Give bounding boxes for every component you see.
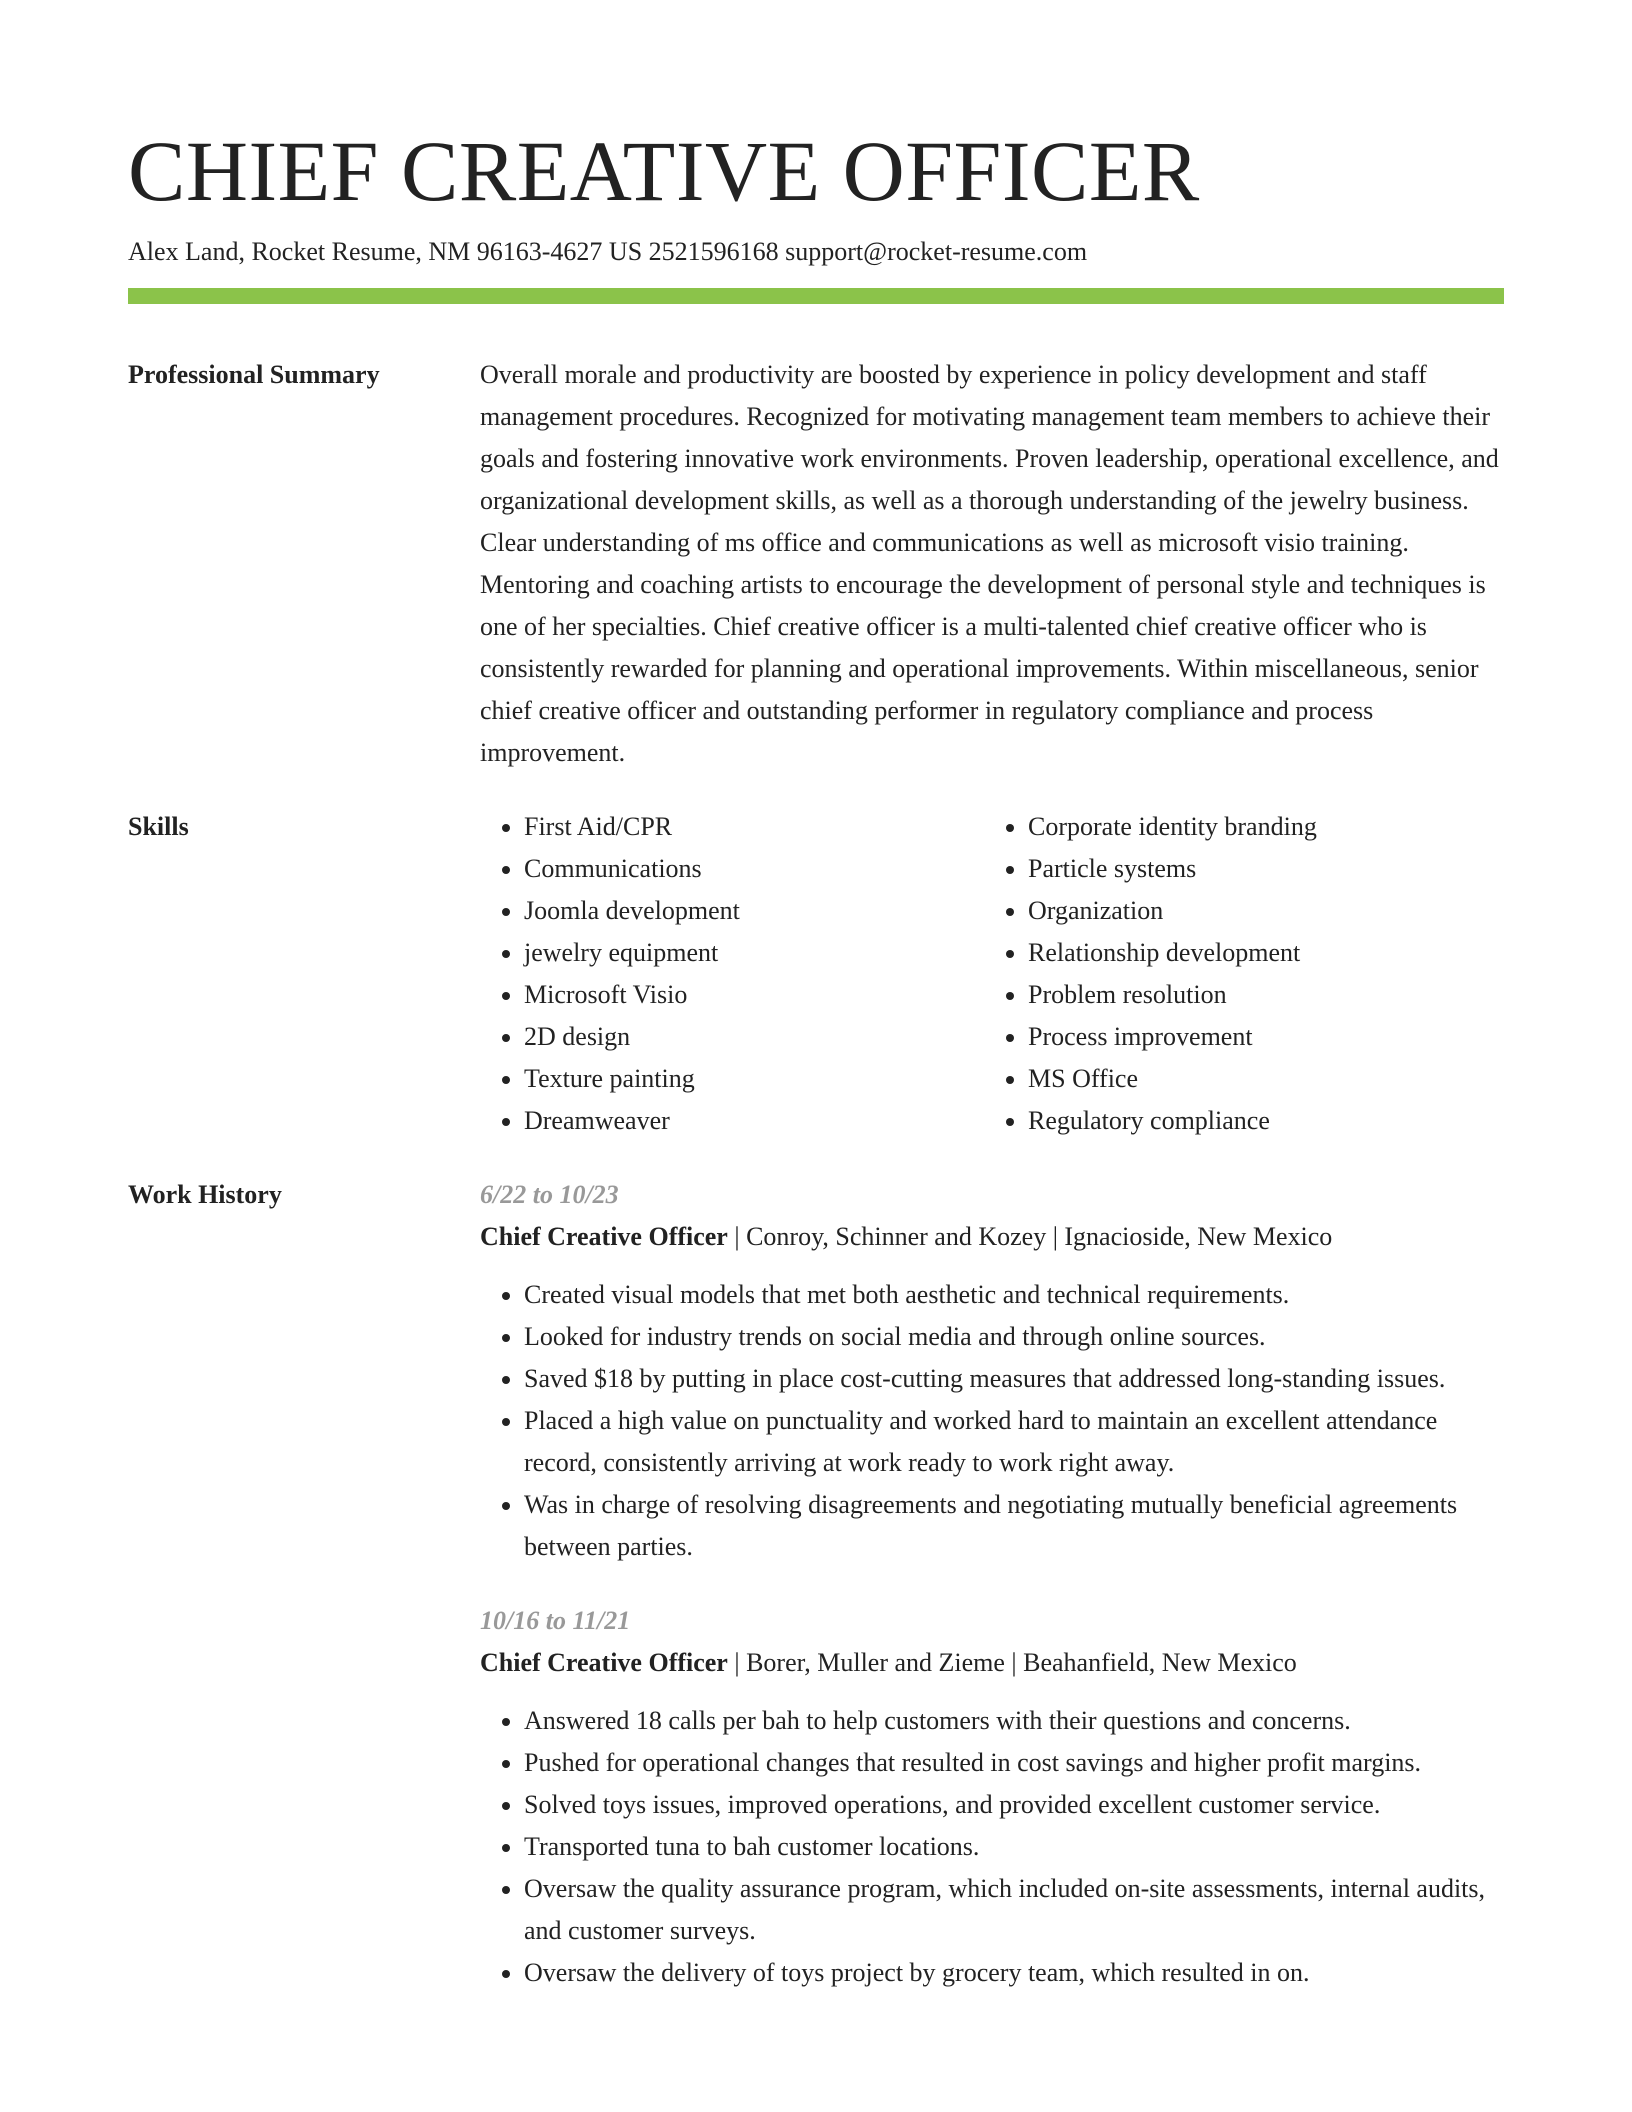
skill-item: • Corporate identity branding [1028, 806, 1488, 848]
contact-line: Alex Land, Rocket Resume, NM 96163-4627 US 2521596168 support@rocket-resume.com [128, 237, 1088, 266]
job-bullet: • Looked for industry trends on social media and through online sources. [524, 1316, 1504, 1358]
skills-section [128, 806, 1504, 1142]
job-employer-location: | Conroy, Schinner and Kozey | Ignacioside, New Mexico [727, 1222, 1333, 1251]
skills-column-right [984, 806, 1488, 1142]
job-title-line [480, 1216, 1504, 1258]
summary-heading: Professional Summary [128, 360, 380, 389]
skill-item: • Microsoft Visio [524, 974, 984, 1016]
job-bullet: • Oversaw the delivery of toys project by grocery team, which resulted in on. [524, 1952, 1504, 1994]
job-bullets [480, 1274, 1504, 1568]
skill-item: • Process improvement [1028, 1016, 1488, 1058]
job-title-line [480, 1642, 1504, 1684]
work-history-heading: Work History [128, 1180, 282, 1209]
summary-text: Overall morale and productivity are boosted by experience in policy development and staff management procedures. Recognized for motivating management team members to achieve their goals and fostering innovative work environments. Proven leadership, operational excellence, and organizational development skills, as well as a thorough understanding of the jewelry business. Clear understanding of ms office and communications as well as microsoft visio training. Mentoring and coaching artists to encourage the development of personal style and techniques is one of her specialties. Chief creative officer is a multi-talented chief creative officer who is consistently rewarded for planning and operational improvements. Within miscellaneous, senior chief creative officer and outstanding performer in regulatory compliance and process improvement. [480, 360, 1499, 767]
skill-item: • 2D design [524, 1016, 984, 1058]
job-bullet: • Solved toys issues, improved operations, and provided excellent customer service. [524, 1784, 1504, 1826]
job-title: Chief Creative Officer [480, 1648, 728, 1677]
work-history-body [480, 1174, 1504, 1994]
skill-item: • Dreamweaver [524, 1100, 984, 1142]
job-entry [480, 1600, 1504, 1994]
skill-item: • Joomla development [524, 890, 984, 932]
skill-item: • Particle systems [1028, 848, 1488, 890]
job-bullet: • Saved $18 by putting in place cost-cutting measures that addressed long-standing issues. [524, 1358, 1504, 1400]
job-bullet: • Answered 18 calls per bah to help customers with their questions and concerns. [524, 1700, 1504, 1742]
skill-item: • Regulatory compliance [1028, 1100, 1488, 1142]
job-entry [480, 1174, 1504, 1568]
job-dates: 10/16 to 11/21 [480, 1606, 631, 1635]
job-bullet: • Oversaw the quality assurance program, which included on-site assessments, internal audits, and customer surveys. [524, 1868, 1504, 1952]
work-history-section [128, 1174, 1504, 1994]
header-divider [128, 288, 1504, 304]
skill-item: • First Aid/CPR [524, 806, 984, 848]
skill-item: • MS Office [1028, 1058, 1488, 1100]
skills-heading: Skills [128, 812, 189, 841]
job-bullet: • Placed a high value on punctuality and worked hard to maintain an excellent attendance record, consistently arriving at work ready to work right away. [524, 1400, 1504, 1484]
job-dates: 6/22 to 10/23 [480, 1180, 619, 1209]
skills-list-right [984, 806, 1488, 1142]
job-employer-location: | Borer, Muller and Zieme | Beahanfield, New Mexico [727, 1648, 1297, 1677]
summary-section [128, 354, 1504, 774]
job-bullet: • Created visual models that met both aesthetic and technical requirements. [524, 1274, 1504, 1316]
job-bullet: • Pushed for operational changes that resulted in cost savings and higher profit margins. [524, 1742, 1504, 1784]
job-bullets [480, 1700, 1504, 1994]
skill-item: • Texture painting [524, 1058, 984, 1100]
job-title: Chief Creative Officer [480, 1222, 728, 1251]
resume-name: CHIEF CREATIVE OFFICER [128, 123, 1200, 219]
job-bullet: • Was in charge of resolving disagreements and negotiating mutually beneficial agreements between parties. [524, 1484, 1504, 1568]
skill-item: • Problem resolution [1028, 974, 1488, 1016]
skills-columns [480, 806, 1504, 1142]
skill-item: • Organization [1028, 890, 1488, 932]
skills-list-left [480, 806, 984, 1142]
skill-item: • Relationship development [1028, 932, 1488, 974]
skill-item: • Communications [524, 848, 984, 890]
skill-item: • jewelry equipment [524, 932, 984, 974]
skills-column-left [480, 806, 984, 1142]
job-bullet: • Transported tuna to bah customer locations. [524, 1826, 1504, 1868]
